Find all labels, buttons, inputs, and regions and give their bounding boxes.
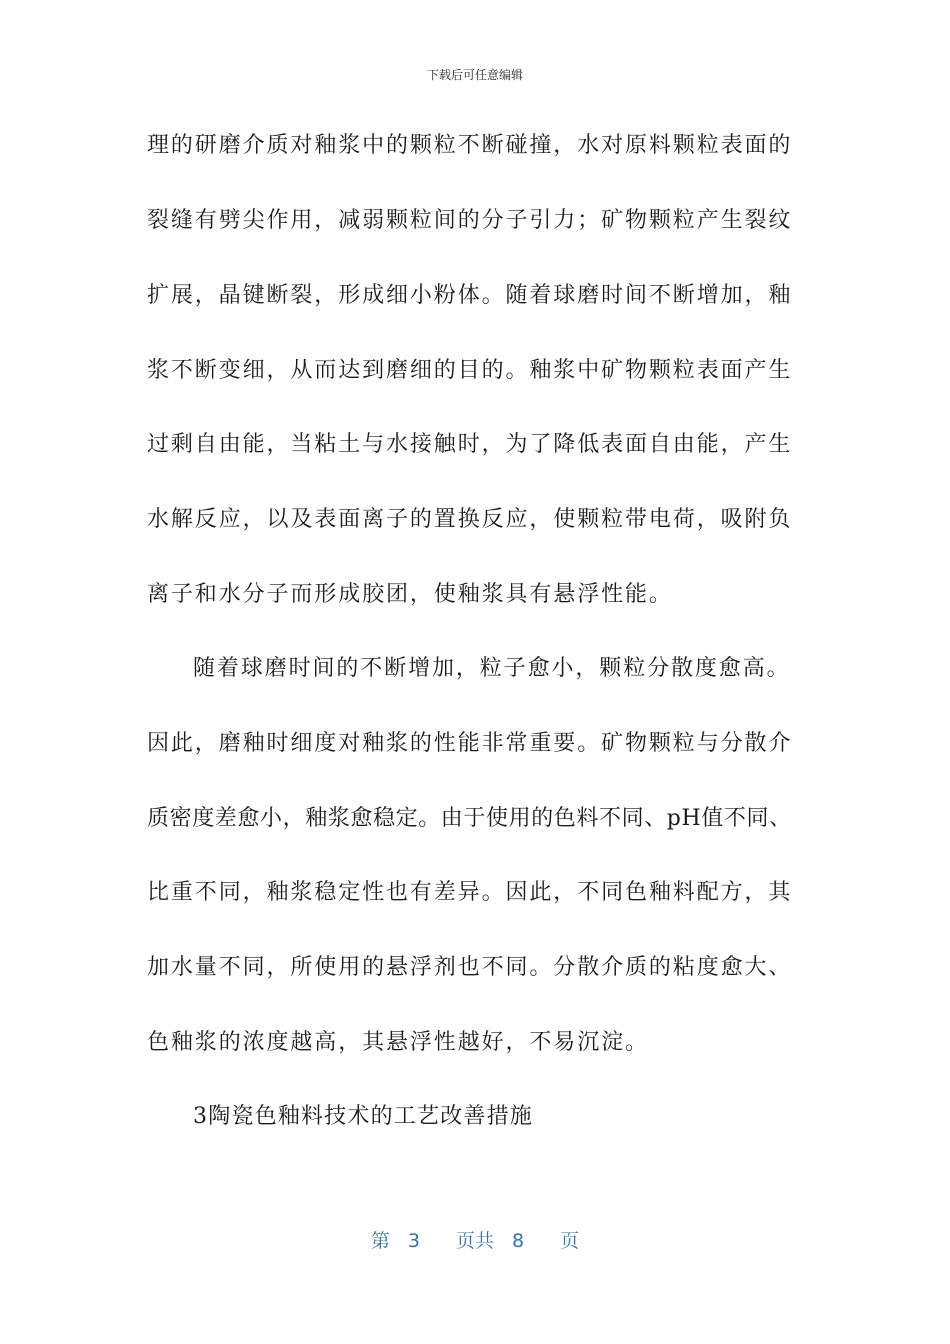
page-footer xyxy=(0,1226,950,1253)
body-text-line: 扩展，晶键断裂，形成细小粉体。随着球磨时间不断增加，釉 xyxy=(147,283,793,308)
body-text-line: 水解反应，以及表面离子的置换反应，使颗粒带电荷，吸附负 xyxy=(147,507,793,532)
body-text-line: 因此，磨釉时细度对釉浆的性能非常重要。矿物颗粒与分散介 xyxy=(147,731,793,756)
footer-current-page: 3 xyxy=(407,1230,420,1252)
body-text-line: 比重不同，釉浆稳定性也有差异。因此，不同色釉料配方，其 xyxy=(147,880,793,905)
footer-total-pages: 8 xyxy=(512,1230,525,1252)
body-text-line: 理的研磨介质对釉浆中的颗粒不断碰撞，水对原料颗粒表面的 xyxy=(147,133,793,158)
footer-label-total: 页共 xyxy=(455,1230,494,1252)
body-text-line: 过剩自由能，当粘土与水接触时，为了降低表面自由能，产生 xyxy=(147,432,793,457)
section-heading: 3陶瓷色釉料技术的工艺改善措施 xyxy=(193,1104,533,1129)
footer-label-end: 页 xyxy=(560,1230,580,1252)
body-text-line: 离子和水分子而形成胶团，使釉浆具有悬浮性能。 xyxy=(147,582,673,607)
body-text-line: 裂缝有劈尖作用，减弱颗粒间的分子引力；矿物颗粒产生裂纹 xyxy=(147,208,793,233)
footer-label-page: 第 xyxy=(370,1230,390,1252)
body-text-line: 浆不断变细，从而达到磨细的目的。釉浆中矿物颗粒表面产生 xyxy=(147,358,793,383)
body-text-line: 色釉浆的浓度越高，其悬浮性越好，不易沉淀。 xyxy=(147,1030,649,1055)
body-text-line: 质密度差愈小，釉浆愈稳定。由于使用的色料不同、pH值不同、 xyxy=(147,806,792,831)
page-header: 下载后可任意编辑 xyxy=(426,68,523,82)
body-text-line: 随着球磨时间的不断增加，粒子愈小，颗粒分散度愈高。 xyxy=(193,656,791,681)
body-text-line: 加水量不同，所使用的悬浮剂也不同。分散介质的粘度愈大、 xyxy=(147,955,793,980)
